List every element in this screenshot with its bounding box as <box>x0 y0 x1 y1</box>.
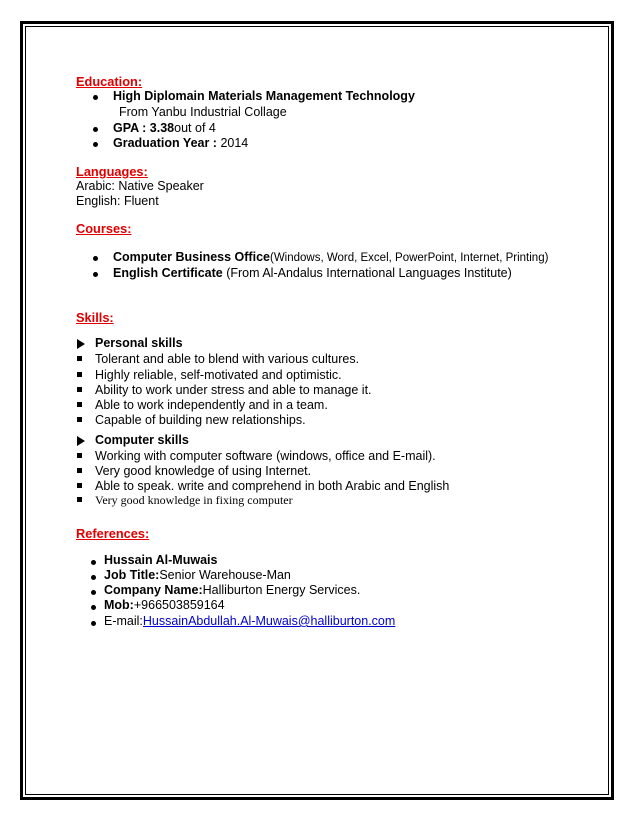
reference-company <box>104 583 360 598</box>
skill-item: Very good knowledge of using Internet. <box>95 464 312 478</box>
reference-mobile <box>104 598 225 613</box>
email-label: E-mail: <box>104 614 143 628</box>
personal-skills-heading: Personal skills <box>95 336 183 350</box>
bullet-icon <box>91 560 96 565</box>
education-heading: Education: <box>76 74 143 89</box>
skill-item: Tolerant and able to blend with various cultures. <box>95 352 360 366</box>
skill-item: Ability to work under stress and able to manage it. <box>95 383 372 397</box>
skill-item: Capable of building new relationships. <box>95 413 306 427</box>
bullet-icon <box>93 95 98 100</box>
courses-heading: Courses: <box>76 221 132 236</box>
skill-item: Very good knowledge in fixing computer <box>95 493 293 507</box>
course-item <box>113 250 548 266</box>
bullet-icon <box>91 605 96 610</box>
skills-heading: Skills: <box>76 310 114 325</box>
education-graduation <box>113 136 248 151</box>
mobile-label: Mob: <box>104 598 134 612</box>
language-english: English: Fluent <box>76 194 159 208</box>
graduation-label: Graduation Year : <box>113 136 217 150</box>
skill-item: Able to work independently and in a team. <box>95 398 328 412</box>
course-title: Computer Business Office <box>113 250 270 264</box>
square-bullet-icon <box>77 497 82 502</box>
square-bullet-icon <box>77 417 82 422</box>
bullet-icon <box>93 127 98 132</box>
square-bullet-icon <box>77 453 82 458</box>
language-arabic: Arabic: Native Speaker <box>76 179 204 193</box>
email-link[interactable]: HussainAbdullah.Al-Muwais@halliburton.com <box>142 614 396 628</box>
square-bullet-icon <box>77 387 82 392</box>
reference-email <box>104 614 395 629</box>
square-bullet-icon <box>77 468 82 473</box>
square-bullet-icon <box>77 483 82 488</box>
course-item <box>113 266 512 281</box>
bullet-icon <box>91 590 96 595</box>
computer-skills-heading: Computer skills <box>95 433 189 447</box>
square-bullet-icon <box>77 372 82 377</box>
bullet-icon <box>93 142 98 147</box>
company-value: Halliburton Energy Services. <box>202 583 361 597</box>
bullet-icon <box>91 621 96 626</box>
gpa-label: GPA : 3.38 <box>113 121 175 135</box>
languages-heading: Languages: <box>76 164 148 179</box>
mobile-value: +966503859164 <box>133 598 225 612</box>
skill-item: Working with computer software (windows, office and E-mail). <box>95 449 436 463</box>
arrow-bullet-icon <box>77 339 85 349</box>
course-title: English Certificate <box>113 266 223 280</box>
job-label: Job Title: <box>104 568 160 582</box>
education-institution: From Yanbu Industrial Collage <box>119 105 287 119</box>
square-bullet-icon <box>77 356 82 361</box>
company-label: Company Name: <box>104 583 203 597</box>
gpa-value: out of 4 <box>174 121 216 135</box>
skill-item: Highly reliable, self-motivated and optimistic. <box>95 368 342 382</box>
bullet-icon <box>93 256 98 261</box>
references-heading: References: <box>76 526 150 541</box>
bullet-icon <box>93 272 98 277</box>
reference-name: Hussain Al-Muwais <box>104 553 218 567</box>
course-detail: (From Al-Andalus International Languages Institute) <box>222 266 512 280</box>
education-degree: High Diplomain Materials Management Technology <box>113 89 415 103</box>
graduation-value: 2014 <box>216 136 249 150</box>
arrow-bullet-icon <box>77 436 85 446</box>
course-detail: (Windows, Word, Excel, PowerPoint, Internet, Printing) <box>269 252 549 264</box>
job-value: Senior Warehouse-Man <box>159 568 291 582</box>
bullet-icon <box>91 575 96 580</box>
square-bullet-icon <box>77 402 82 407</box>
skill-item: Able to speak. write and comprehend in both Arabic and English <box>95 479 450 493</box>
reference-job <box>104 568 291 583</box>
education-gpa <box>113 121 216 136</box>
